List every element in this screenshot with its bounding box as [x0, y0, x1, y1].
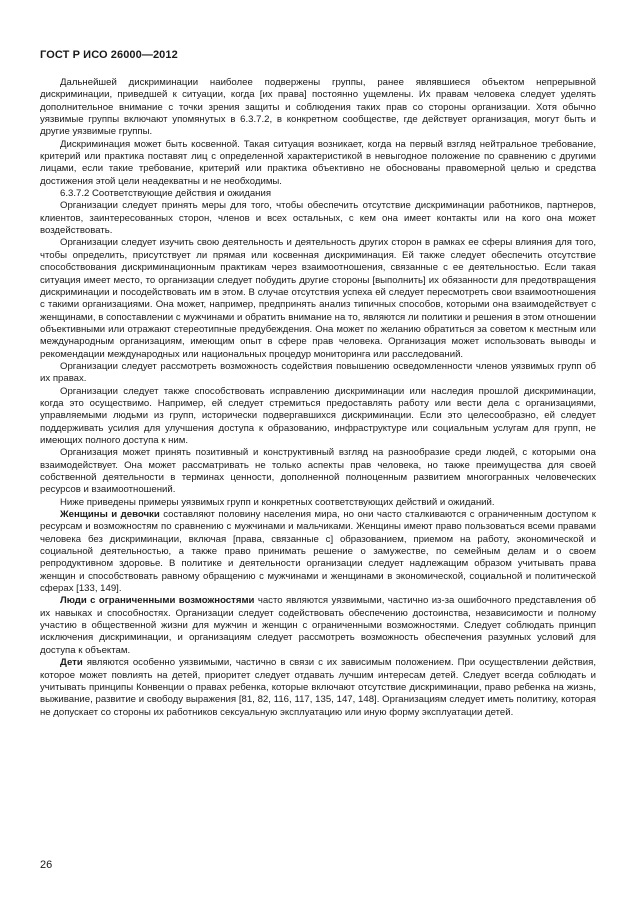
paragraph: Дискриминация может быть косвенной. Такая ситуация возникает, когда на первый взгляд нейтральное требование, критерий или практика поставят лиц с определенной характеристикой в невыгодное положение по сравнению с другими лицами, если такие требование, критерий или практика объективно не обоснованы правомерной целью и средства достижения этой цели неадекватны и не необходимы.: [40, 138, 596, 187]
document-header: ГОСТ Р ИСО 26000—2012: [40, 49, 178, 61]
document-body: [40, 77, 596, 719]
section-heading: 6.3.7.2 Соответствующие действия и ожидания: [60, 188, 272, 200]
paragraph: [40, 657, 596, 719]
paragraph: Организации следует изучить свою деятельность и деятельность других сторон в рамках ее сферы влияния для того, чтобы определить, присутствует ли прямая или косвенная дискриминация. Ей также следует обеспечить отсутствие способствования дискриминационным практикам через взаимоотношения, связанные с ее деятельностью. Если такая ситуация имеет место, то организации следует побудить другие стороны [выполнить] их обязанности для предотвращения дискриминации и посодействовать им в этом. В случае отсутствия успеха ей следует пересмотреть свои взаимоотношения с такими организациями. Она может, например, предпринять анализ типичных способов, которыми она взаимодействует с женщинами, в сопоставлении с мужчинами и обратить внимание на то, являются ли политики и решения в этом отношении объективными или отражают стереотипные предубеждения. Она может по желанию обратиться за советом к местным или международным организациям, имеющим опыт в сфере прав человека. Организация может использовать выводы и рекомендации международных или национальных процедур мониторинга или расследований.: [40, 237, 596, 360]
paragraph: [40, 509, 596, 595]
paragraph: Организации следует рассмотреть возможность содействия повышению осведомленности членов уязвимых групп об их правах.: [40, 360, 596, 385]
paragraph-text: составляют половину населения мира, но они часто сталкиваются с ограниченным доступом к ресурсам и возможностям по сравнению с мужчинами и мальчиками. Женщины имеют право пользоваться всеми правами человека без дискриминации, включая [права, связанные с] образованием, приемом на работу, экономической и социальной деятельностью, а также право принимать решение о замужестве, по семейным делам и о своем репродуктивном здоровье. В политике и деятельности организации следует надлежащим образом учитывать права женщин и способствовать равному обращению с мужчинами и женщинами в экономической, социальной и политической сферах [133, 149].: [40, 509, 596, 595]
paragraph: Организации следует также способствовать исправлению дискриминации или наследия прошлой дискриминации, когда это осуществимо. Например, ей следует стремиться предоставлять работу или вести дела с организациями, управляемыми людьми из групп, исторически подвергавшихся дискриминации. Если это целесообразно, ей следует поддерживать усилия для улучшения доступа к образованию, инфраструктуре или социальным услугам для групп, не имеющих полного доступа к ним.: [40, 385, 596, 446]
paragraph: Организации следует принять меры для того, чтобы обеспечить отсутствие дискриминации работников, партнеров, клиентов, заинтересованных сторон, членов и всех остальных, с кем она имеет контакты или на кого она может воздействовать.: [40, 200, 596, 237]
page-number: 26: [40, 859, 53, 871]
term-women-girls: Женщины и девочки: [60, 509, 160, 521]
paragraph: Дальнейшей дискриминации наиболее подвержены группы, ранее являвшиеся объектом непрерывной дискриминации, приведшей к ситуации, когда [их права] постоянно ущемлены. Их правам человека следует уделять дополнительное внимание с точки зрения защиты и соблюдения таких прав со стороны организации. Хотя обычно уязвимые группы включают упомянутых в 6.3.7.2, в конкретном сообществе, где действует организация, могут быть и другие уязвимые группы.: [40, 77, 596, 138]
term-children: Дети: [60, 657, 83, 669]
term-disabled-people: Люди с ограниченными возможностями: [60, 595, 255, 607]
paragraph: Ниже приведены примеры уязвимых групп и конкретных соответствующих действий и ожиданий.: [60, 496, 495, 508]
paragraph-text: являются особенно уязвимыми, частично в связи с их зависимым положением. При осуществлении действия, которое может повлиять на детей, приоритет следует отдавать лучшим интересам детей. Следует всегда соблюдать и учитывать принципы Конвенции о правах ребенка, которые включают отсутствие дискриминации, право ребенка на жизнь, выживание, развитие и свободу выражения [81, 82, 116, 117, 135, 147, 148]. Организациям следует иметь политику, которая не допускает со стороны их работников сексуальную эксплуатацию или иную форму эксплуатации детей.: [40, 657, 596, 718]
paragraph: Организация может принять позитивный и конструктивный взгляд на разнообразие среди людей, с которыми она взаимодействует. Она может рассматривать не только аспекты прав человека, но также преимущества для своей собственной деятельности в терминах ценности, дополненной полноценным развитием многогранных человеческих ресурсов и взаимоотношений.: [40, 447, 596, 496]
paragraph: [40, 595, 596, 657]
paragraph-text: часто являются уязвимыми, частично из-за ошибочного представления об их навыках и способностях. Организации следует содействовать обеспечению достоинства, независимости и полному участию в общественной жизни для мужчин и женщин с ограниченными возможностями. Следует соблюдать принцип исключения дискриминации, и организациям следует рассмотреть возможность обеспечения разумных условий для доступа к объектам.: [40, 595, 597, 656]
